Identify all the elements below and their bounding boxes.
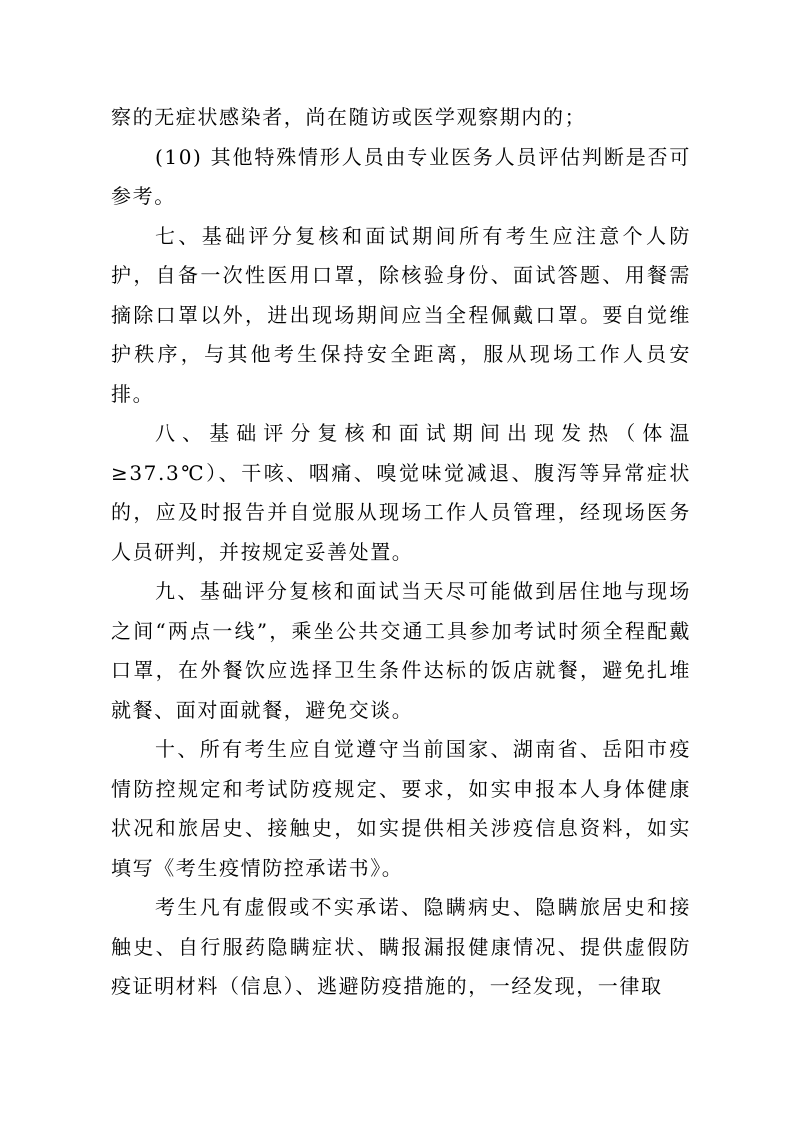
paragraph-continuation: 察的无症状感染者，尚在随访或医学观察期内的； bbox=[111, 105, 587, 129]
document-body bbox=[111, 98, 691, 1007]
paragraph-item-10: (10) 其他特殊情形人员由专业医务人员评估判断是否可参考。 bbox=[111, 144, 691, 208]
paragraph-section-9: 九、基础评分复核和面试当天尽可能做到居住地与现场之间“两点一线”，乘坐公共交通工具参加考试时须全程配戴口罩，在外餐饮应选择卫生条件达标的饭店就餐，避免扎堆就餐、面对面就餐，避免交谈。 bbox=[111, 579, 691, 722]
paragraph-section-7: 七、基础评分复核和面试期间所有考生应注意个人防护，自备一次性医用口罩，除核验身份、面试答题、用餐需摘除口罩以外，进出现场期间应当全程佩戴口罩。要自觉维护秩序，与其他考生保持安全距离，服从现场工作人员安排。 bbox=[111, 223, 691, 406]
paragraph-section-10: 十、所有考生应自觉遵守当前国家、湖南省、岳阳市疫情防控规定和考试防疫规定、要求，如实申报本人身体健康状况和旅居史、接触史，如实提供相关涉疫信息资料，如实填写《考生疫情防控承诺书》。 bbox=[111, 737, 691, 880]
paragraph-section-8: 八、基础评分复核和面试期间出现发热（体温≥37.3℃）、干咳、咽痛、嗅觉味觉减退、腹泻等异常症状的，应及时报告并自觉服从现场工作人员管理，经现场医务人员研判，并按规定妥善处置。 bbox=[111, 421, 691, 564]
paragraph-false-commitment: 考生凡有虚假或不实承诺、隐瞒病史、隐瞒旅居史和接触史、自行服药隐瞒症状、瞒报漏报健康情况、提供虚假防疫证明材料（信息）、逃避防疫措施的，一经发现，一律取 bbox=[111, 895, 691, 998]
